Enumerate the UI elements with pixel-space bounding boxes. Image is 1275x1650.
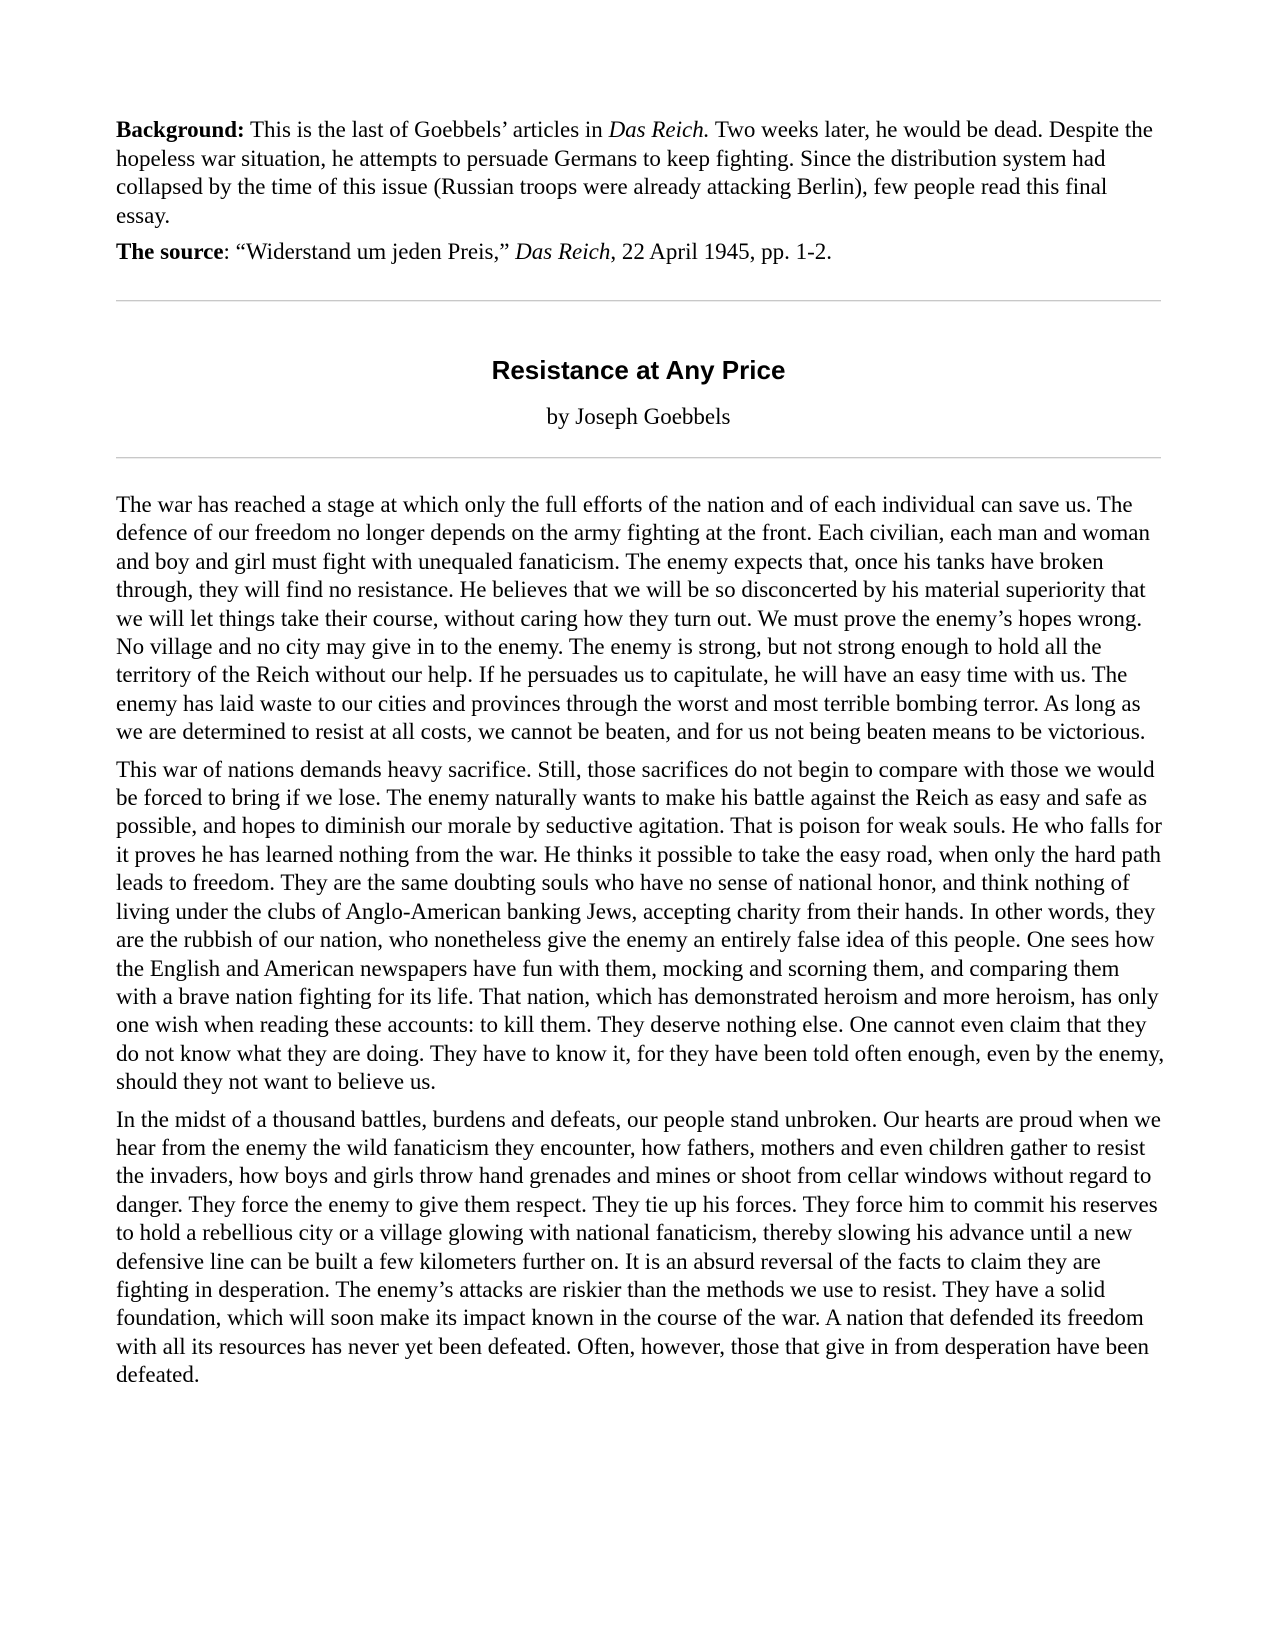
article-body [116, 491, 1166, 1399]
article-byline: by Joseph Goebbels [546, 404, 731, 429]
article-paragraph: The war has reached a stage at which only the full efforts of the nation and of each individual can save us. The defence of our freedom no longer depends on the army fighting at the front. Each civilian, each man and woman and boy and girl must fight with unequaled fanaticism. The enemy expects that, once his tanks have broken through, they will find no resistance. He believes that we will be so disconcerted by his material superiority that we will let things take their course, without caring how they turn out. We must prove the enemy’s hopes wrong. No village and no city may give in to the enemy. The enemy is strong, but not strong enough to hold all the territory of the Reich without our help. If he persuades us to capitulate, he will have an easy time with us. The enemy has laid waste to our cities and provinces through the worst and most terrible bombing terror. As long as we are determined to resist at all costs, we cannot be beaten, and for us not being beaten means to be victorious. [116, 492, 1150, 745]
source-text-2: , 22 April 1945, pp. 1-2. [610, 239, 833, 264]
background-text-2: Two weeks later, he would be dead. Despite the hopeless war situation, he attempts to persuade Germans to keep fighting. Since the distribution system had collapsed by the time of this issue (Russian troops were already attacking Berlin), few people read this final essay. [116, 117, 1153, 228]
article-paragraph: In the midst of a thousand battles, burdens and defeats, our people stand unbroken. Our hearts are proud when we hear from the enemy the wild fanaticism they encounter, how fathers, mothers and even children gather to resist the invaders, how boys and girls throw hand grenades and mines or shoot from cellar windows without regard to danger. They force the enemy to give them respect. They tie up his forces. They force him to commit his reserves to hold a rebellious city or a village glowing with national fanaticism, thereby slowing his advance until a new defensive line can be built a few kilometers further on. It is an absurd reversal of the facts to claim they are fighting in desperation. The enemy’s attacks are riskier than the methods we use to resist. They have a solid foundation, which will soon make its impact known in the course of the war. A nation that defended its freedom with all its resources has never yet been defeated. Often, however, those that give in from desperation have been defeated. [116, 1106, 1161, 1388]
source-label: The source [116, 239, 224, 264]
background-label: Background: [116, 117, 245, 142]
article-title: Resistance at Any Price [491, 355, 786, 385]
article-paragraph: This war of nations demands heavy sacrifice. Still, those sacrifices do not begin to compare with those we would be forced to bring if we lose. The enemy naturally wants to make his battle against the Reich as easy and safe as possible, and hopes to diminish our morale by seductive agitation. That is poison for weak souls. He who falls for it proves he has learned nothing from the war. He thinks it possible to take the easy road, when only the hard path leads to freedom. They are the same doubting souls who have no sense of national honor, and think nothing of living under the clubs of Anglo-American banking Jews, accepting charity from their hands. In other words, they are the rubbish of our nation, who nonetheless give the enemy an entirely false idea of this people. One sees how the English and American newspapers have fun with them, mocking and scorning them, and comparing them with a brave nation fighting for its life. That nation, which has demonstrated heroism and more heroism, has only one wish when reading these accounts: to kill them. They deserve nothing else. One cannot even claim that they do not know what they are doing. They have to know it, for they have been told often enough, even by the enemy, should they not want to believe us. [116, 756, 1165, 1095]
divider-bottom [116, 457, 1161, 459]
background-text-1: This is the last of Goebbels’ articles in [244, 117, 609, 142]
source-publication: Das Reich [515, 239, 611, 264]
divider-top [116, 300, 1161, 302]
source-note [116, 238, 1161, 267]
source-text-1: : “Widerstand um jeden Preis,” [223, 239, 516, 264]
intro-section [116, 116, 1161, 275]
background-publication: Das Reich. [608, 117, 710, 142]
background-note [116, 116, 1161, 230]
